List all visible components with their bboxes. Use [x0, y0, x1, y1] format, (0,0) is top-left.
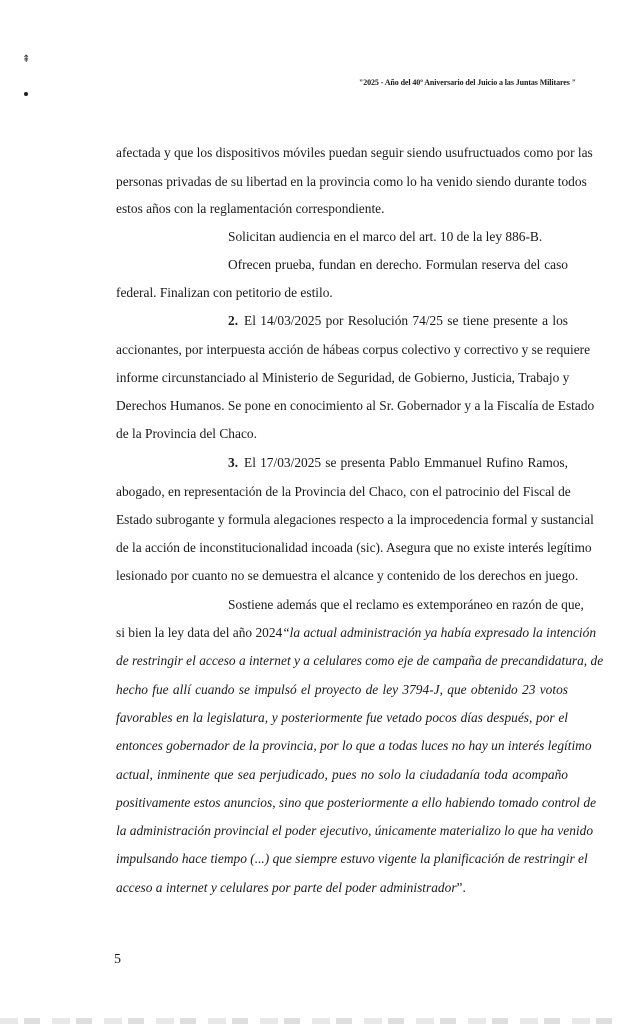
quote-text: acceso a internet y celulares por parte del poder administrador — [116, 880, 457, 895]
quote-text: entonces gobernador de la provincia, por lo que a todas luces no hay un interés legítimo — [116, 738, 592, 753]
page-number: 5 — [114, 952, 121, 967]
margin-dot — [24, 92, 28, 96]
body-line: El 17/03/2025 se presenta Pablo Emmanuel Rufino Ramos, — [244, 455, 568, 470]
page-header: "2025 - Año del 40º Aniversario del Juicio a las Juntas Militares " — [358, 78, 576, 87]
body-line: federal. Finalizan con petitorio de estilo. — [116, 285, 333, 300]
paragraph-number: 2. — [228, 313, 239, 328]
body-line: Derechos Humanos. Se pone en conocimiento al Sr. Gobernador y a la Fiscalía de Estado — [116, 398, 595, 413]
quote-text: de restringir el acceso a internet y a celulares como eje de campaña de precandidatura, de — [116, 653, 604, 668]
quote-text: la administración provincial el poder ejecutivo, únicamente materializo lo que ha venido — [116, 823, 594, 838]
body-line: de la acción de inconstitucionalidad incoada (sic). Asegura que no existe interés legítimo — [116, 540, 592, 555]
body-line: estos años con la reglamentación correspondiente. — [116, 201, 385, 216]
body-line: personas privadas de su libertad en la provincia como lo ha venido siendo durante todos — [116, 174, 587, 189]
paragraph-2-first-line — [228, 313, 568, 329]
quote-text: actual, inminente que sea perjudicado, pues no solo la ciudadanía toda acompaño — [116, 767, 568, 782]
quote-first-line — [116, 625, 597, 641]
quote-text: “la actual administración ya había expresado la intención — [282, 625, 597, 640]
body-line: Estado subrogante y formula alegaciones respecto a la improcedencia formal y sustancial — [116, 512, 594, 527]
quote-text: impulsando hace tiempo (...) que siempre estuvo vigente la planificación de restringir el — [116, 851, 588, 866]
body-line: accionantes, por interpuesta acción de hábeas corpus colectivo y correctivo y se requiere — [116, 342, 591, 357]
quote-close: ”. — [456, 880, 466, 895]
body-line: Ofrecen prueba, fundan en derecho. Formulan reserva del caso — [228, 257, 568, 272]
body-line: afectada y que los dispositivos móviles puedan seguir siendo usufructuados como por las — [116, 145, 593, 160]
body-line: de la Provincia del Chaco. — [116, 426, 257, 441]
scan-bottom-edge — [0, 1018, 622, 1024]
body-line: informe circunstanciado al Ministerio de Seguridad, de Gobierno, Justicia, Trabajo y — [116, 370, 570, 385]
body-line: Solicitan audiencia en el marco del art. 10 de la ley 886-B. — [228, 229, 543, 244]
quote-text: favorables en la legislatura, y posteriormente fue vetado pocos días después, por el — [116, 710, 568, 725]
body-line: lesionado por cuanto no se demuestra el alcance y contenido de los derechos en juego. — [116, 568, 579, 583]
body-line: si bien la ley data del año 2024 — [116, 625, 283, 640]
quote-last-line — [116, 880, 568, 896]
body-line: Sostiene además que el reclamo es extemporáneo en razón de que, — [228, 597, 584, 612]
quote-text: positivamente estos anuncios, sino que posteriormente a ello habiendo tomado control de — [116, 795, 597, 810]
quote-text: hecho fue allí cuando se impulsó el proyecto de ley 3794-J, que obtenido 23 votos — [116, 682, 568, 697]
margin-mark: ⇞ — [22, 54, 31, 65]
body-line: abogado, en representación de la Provincia del Chaco, con el patrocinio del Fiscal de — [116, 484, 571, 499]
body-line: El 14/03/2025 por Resolución 74/25 se tiene presente a los — [244, 313, 568, 328]
paragraph-3-first-line — [228, 455, 568, 471]
paragraph-number: 3. — [228, 455, 239, 470]
